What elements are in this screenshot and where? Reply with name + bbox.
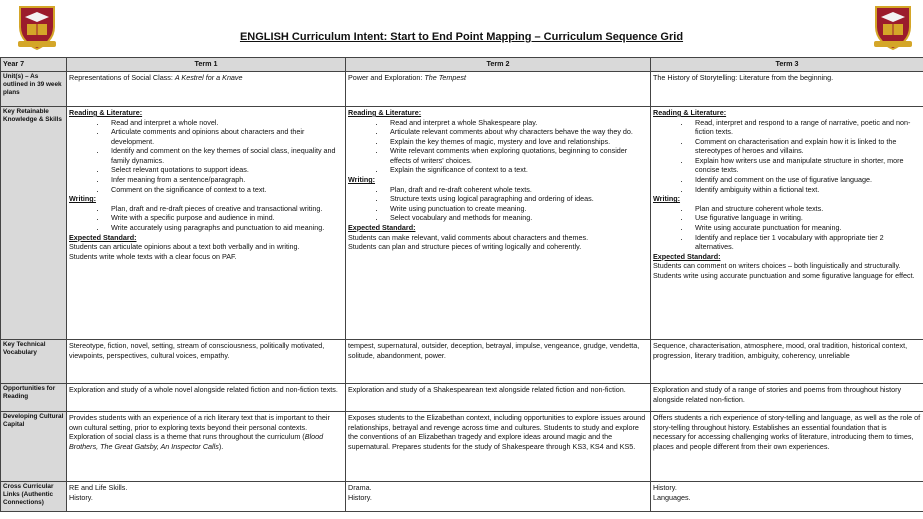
writing-list: [69, 204, 343, 233]
term-2-vocab: tempest, supernatural, outsider, deception, betrayal, impulse, vengeance, grudge, vendetta, solitude, abandonment, power.: [346, 340, 651, 384]
term-1-reading: Exploration and study of a whole novel alongside related fiction and non-fiction texts.: [67, 384, 346, 412]
list-item: • Explain the significance of context to a text.: [385, 165, 648, 175]
row-label: Opportunities for Reading: [1, 384, 67, 412]
list-item: • Identify and replace tier 1 vocabulary with appropriate tier 2 alternatives.: [690, 233, 921, 252]
header-row: [1, 58, 923, 72]
term-3-cross: [651, 482, 923, 512]
row-label: Unit(s) – As outlined in 39 week plans: [1, 72, 67, 107]
school-crest-icon: [872, 3, 914, 51]
list-item: • Identify and comment on the use of figurative language.: [690, 175, 921, 185]
knowledge-row: [1, 107, 923, 340]
expected-text: Students can articulate opinions about a text both verbally and in writing.: [69, 242, 300, 252]
reading-list: [69, 118, 343, 195]
expected-heading: Expected Standard:: [69, 232, 137, 242]
units-row: [1, 72, 923, 107]
expected-text: Students write using accurate punctuation and some figurative language for effect.: [653, 270, 915, 280]
row-label: Developing Cultural Capital: [1, 412, 67, 482]
reading-heading: Reading & Literature:: [653, 108, 727, 117]
term-2-cross: [346, 482, 651, 512]
list-item: • Write relevant comments when exploring quotations, beginning to consider effects of writers' choices.: [385, 146, 648, 165]
list-item: • Plan, draft and re-draft coherent whole texts.: [385, 185, 648, 195]
term-3-vocab: Sequence, characterisation, atmosphere, mood, oral tradition, historical context, progression, literary tradition, ambiguity, coherency, unreliable: [651, 340, 923, 384]
list-item: • Write using punctuation to create meaning.: [385, 204, 648, 214]
list-item: • Articulate comments and opinions about characters and their development.: [106, 127, 343, 146]
list-item: • Identify and comment on the key themes of social class, inequality and family dynamics.: [106, 146, 343, 165]
reading-heading: Reading & Literature:: [69, 108, 143, 117]
row-label: Cross Curricular Links (Authentic Connections): [1, 482, 67, 512]
list-item: • Infer meaning from a sentence/paragraph.: [106, 175, 343, 185]
reading-list: [348, 118, 648, 175]
curriculum-grid: [0, 57, 923, 512]
reading-list: [653, 118, 921, 195]
term-3-knowledge: [651, 107, 923, 340]
row-label: Key Retainable Knowledge & Skills: [1, 107, 67, 340]
list-item: • Write using accurate punctuation for meaning.: [690, 223, 921, 233]
list-item: • Read, interpret and respond to a range of narrative, poetic and non-fiction texts.: [690, 118, 921, 137]
list-item: Drama.: [348, 483, 372, 492]
writing-list: [348, 185, 648, 223]
writing-heading: Writing:: [69, 194, 97, 204]
list-item: • Plan, draft and re-draft pieces of creative and transactional writing.: [106, 204, 343, 214]
term-3-reading: Exploration and study of a range of stories and poems from throughout history alongside related non-fiction.: [651, 384, 923, 412]
cross-curricular-row: [1, 482, 923, 512]
term-1-knowledge: [67, 107, 346, 340]
school-crest-icon: [16, 3, 58, 51]
reading-row: [1, 384, 923, 412]
term-3-unit: The History of Storytelling: Literature from the beginning.: [651, 72, 923, 107]
list-item: • Use figurative language in writing.: [690, 213, 921, 223]
term-2-knowledge: [346, 107, 651, 340]
writing-list: [653, 204, 921, 252]
vocab-row: [1, 340, 923, 384]
list-item: • Identify ambiguity within a fictional text.: [690, 185, 921, 195]
list-item: • Read and interpret a whole novel.: [106, 118, 343, 128]
list-item: • Comment on characterisation and explain how it is linked to the stereotypes of heroes and villains.: [690, 137, 921, 156]
list-item: • Write accurately using paragraphs and punctuation to aid meaning.: [106, 223, 343, 233]
term-1-header: Term 1: [67, 58, 346, 72]
expected-text: Students write whole texts with a clear focus on PAF.: [69, 251, 237, 261]
writing-heading: Writing:: [653, 194, 681, 204]
list-item: History.: [653, 483, 677, 492]
term-2-reading: Exploration and study of a Shakespearean text alongside related fiction and non-fiction.: [346, 384, 651, 412]
page-title: ENGLISH Curriculum Intent: Start to End Point Mapping – Curriculum Sequence Grid: [239, 31, 684, 43]
term-1-unit: Representations of Social Class: A Kestrel for a Knave: [67, 72, 346, 107]
list-item: • Select relevant quotations to support ideas.: [106, 165, 343, 175]
expected-text: Students can comment on writers choices – both linguistically and structurally.: [653, 261, 901, 271]
term-3-capital: Offers students a rich experience of story-telling and language, as well as the role of story-telling throughout history. Establishes an essential foundation that is necessary for accessing challenging works of literature, introducing them to times, places and people different from their own experiences.: [651, 412, 923, 482]
expected-text: Students can make relevant, valid comments about characters and themes.: [348, 232, 589, 242]
term-2-capital: Exposes students to the Elizabethan context, including opportunities to explore issues around relationships, betrayal and revenge across time and cultures. Students to study and explore the conventions of an Elizabethan tragedy and explore ideas around magic and the supernatural. Prepares students for the study of Shakespeare through KS3, KS4 and KS5.: [346, 412, 651, 482]
list-item: Languages.: [653, 492, 691, 502]
term-1-vocab: Stereotype, fiction, novel, setting, stream of consciousness, politically motivated, viewpoints, perspectives, cultural voices, empathy.: [67, 340, 346, 384]
list-item: • Explain how writers use and manipulate structure in shorter, more concise texts.: [690, 156, 921, 175]
list-item: • Select vocabulary and methods for meaning.: [385, 213, 648, 223]
list-item: • Read and interpret a whole Shakespeare play.: [385, 118, 648, 128]
list-item: • Comment on the significance of context to a text.: [106, 185, 343, 195]
list-item: History.: [348, 492, 372, 502]
term-1-capital: Provides students with an experience of a rich literary text that is important to their own cultural setting, prior to exploring texts beyond their personal contexts. Exploration of social class is a theme that runs throughout the curriculum (Blood Brothers, The Great Gatsby, An Inspector Calls).: [67, 412, 346, 482]
list-item: • Structure texts using logical paragraphing and ordering of ideas.: [385, 194, 648, 204]
list-item: History.: [69, 492, 93, 502]
expected-heading: Expected Standard:: [653, 251, 721, 261]
expected-heading: Expected Standard:: [348, 222, 416, 232]
list-item: • Plan and structure coherent whole texts.: [690, 204, 921, 214]
list-item: RE and Life Skills.: [69, 483, 128, 492]
term-1-cross: [67, 482, 346, 512]
writing-heading: Writing:: [348, 175, 376, 185]
expected-text: Students can plan and structure pieces of writing logically and coherently.: [348, 242, 582, 252]
capital-row: [1, 412, 923, 482]
term-2-header: Term 2: [346, 58, 651, 72]
term-3-header: Term 3: [651, 58, 923, 72]
row-label: Key Technical Vocabulary: [1, 340, 67, 384]
term-2-unit: Power and Exploration: The Tempest: [346, 72, 651, 107]
list-item: • Explain the key themes of magic, mystery and love and relationships.: [385, 137, 648, 147]
list-item: • Write with a specific purpose and audience in mind.: [106, 213, 343, 223]
year-header: Year 7: [1, 58, 67, 72]
list-item: • Articulate relevant comments about why characters behave the way they do.: [385, 127, 648, 137]
reading-heading: Reading & Literature:: [348, 108, 422, 117]
